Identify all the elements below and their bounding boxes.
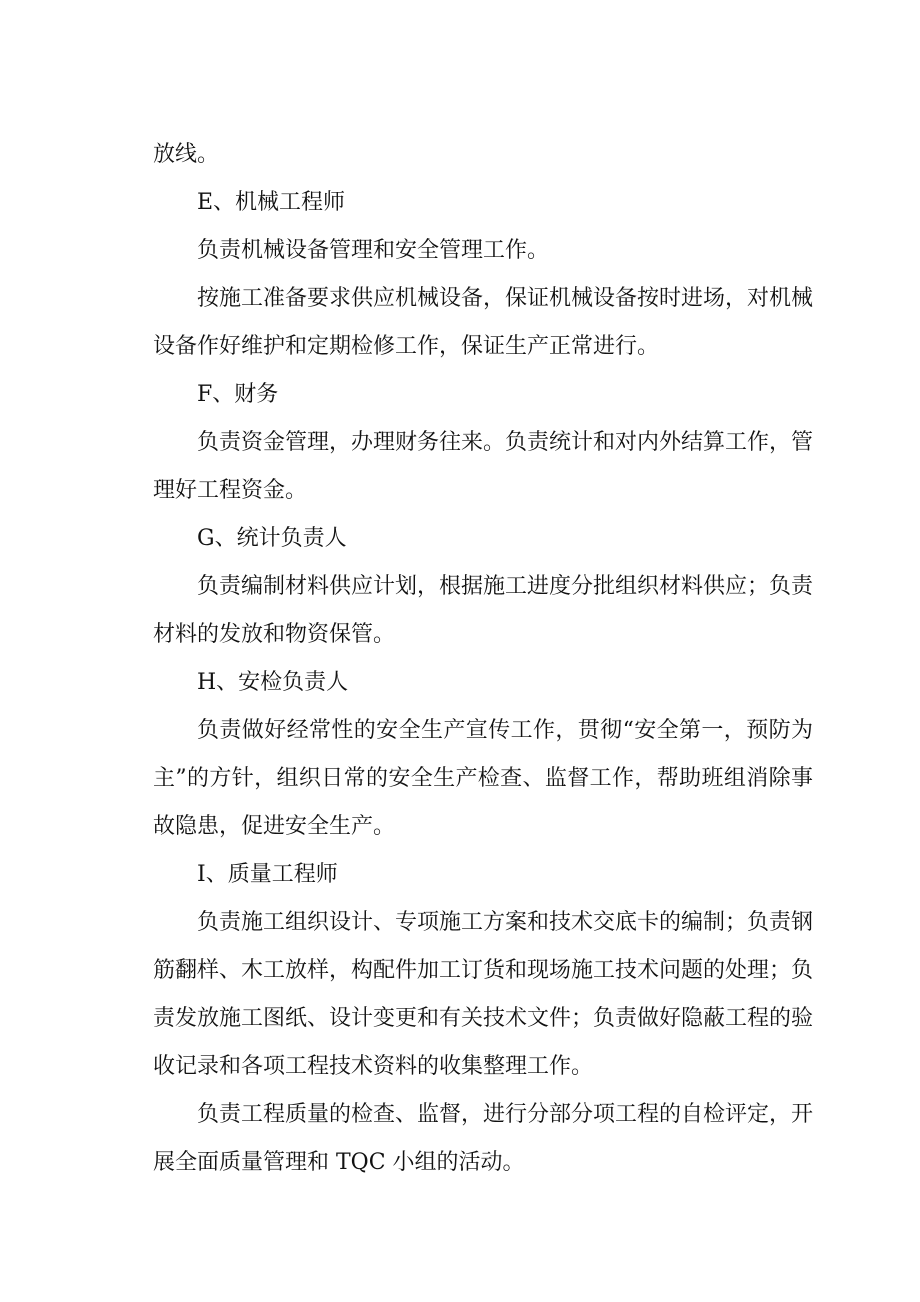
- heading-statistics-lead: G、统计负责人: [197, 526, 347, 551]
- paragraph-continuation: 放线。: [153, 142, 220, 167]
- heading-mechanical-engineer: E、机械工程师: [197, 190, 346, 215]
- heading-safety-lead: H、安检负责人: [197, 670, 349, 695]
- document-body: [153, 131, 813, 1187]
- paragraph: 按施工准备要求供应机械设备，保证机械设备按时进场，对机械设备作好维护和定期检修工作，保证生产正常进行。: [153, 286, 814, 359]
- heading-quality-engineer: I、质量工程师: [197, 862, 338, 887]
- paragraph: 负责资金管理，办理财务往来。负责统计和对内外结算工作，管理好工程资金。: [153, 430, 814, 503]
- paragraph: 负责施工组织设计、专项施工方案和技术交底卡的编制；负责钢筋翻样、木工放样，构配件加工订货和现场施工技术问题的处理；负责发放施工图纸、设计变更和有关技术文件；负责做好隐蔽工程的验收记录和各项工程技术资料的收集整理工作。: [153, 910, 814, 1079]
- paragraph: 负责编制材料供应计划，根据施工进度分批组织材料供应；负责材料的发放和物资保管。: [153, 574, 814, 647]
- paragraph: 负责机械设备管理和安全管理工作。: [197, 238, 550, 263]
- heading-finance: F、财务: [197, 382, 279, 407]
- paragraph: 负责工程质量的检查、监督，进行分部分项工程的自检评定，开展全面质量管理和 TQC 小组的活动。: [153, 1102, 814, 1175]
- paragraph: 负责做好经常性的安全生产宣传工作，贯彻“安全第一，预防为主”的方针，组织日常的安全生产检查、监督工作，帮助班组消除事故隐患，促进安全生产。: [153, 718, 813, 839]
